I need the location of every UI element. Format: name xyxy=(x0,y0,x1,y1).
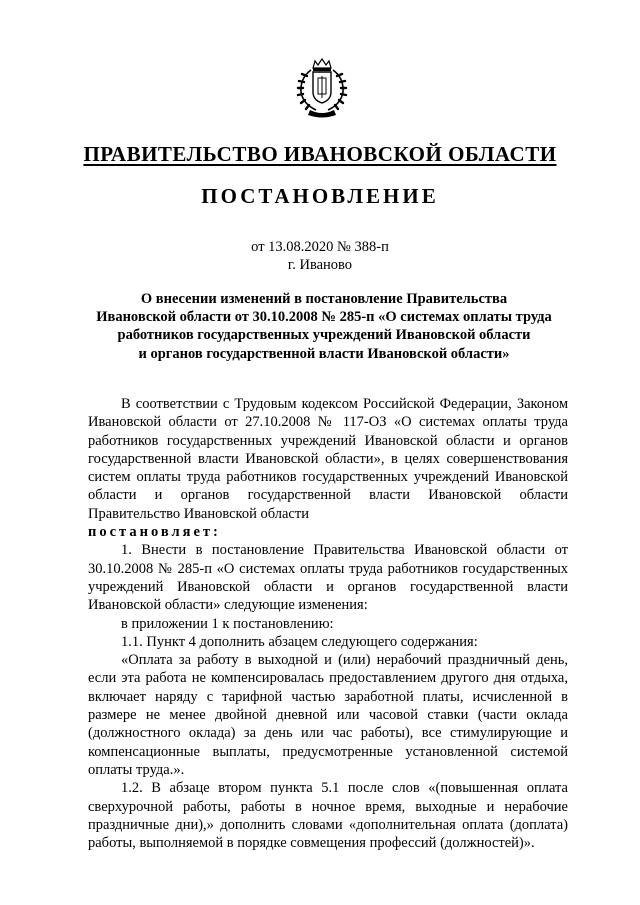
document-type: ПОСТАНОВЛЕНИЕ xyxy=(201,184,439,208)
paragraph-1-2: 1.2. В абзаце втором пункта 5.1 после слов «(повышенная оплата сверхурочной работы, работы в ночное время, выходные и нерабочие праздничные дни),» дополнить словами «дополнительная оплата (доплата) работы, выполняемой в порядке совмещения профессий (должностей)». xyxy=(88,780,568,852)
paragraph-1: 1. Внести в постановление Правительства Ивановской области от 30.10.2008 № 285-п «О системах оплаты труда работников государственных учреждений Ивановской области и органов государственной власти Ивановской области» следующие изменения: xyxy=(88,542,568,614)
document-city: г. Иваново xyxy=(287,257,353,273)
resolve-text: постановляет: xyxy=(88,524,221,541)
government-title: ПРАВИТЕЛЬСТВО ИВАНОВСКОЙ ОБЛАСТИ xyxy=(83,142,557,166)
subject-line: работников государственных учреждений Ивановской области xyxy=(117,327,531,344)
document-date-number: от 13.08.2020 № 388-п xyxy=(251,239,389,255)
subject-line: Ивановской области от 30.10.2008 № 285-п «О системах оплаты труда xyxy=(96,309,552,326)
paragraph-1-1: 1.1. Пункт 4 дополнить абзацем следующего содержания: xyxy=(121,633,478,650)
coat-of-arms-icon xyxy=(294,58,350,120)
subject-line: О внесении изменений в постановление Правительства xyxy=(140,291,508,307)
document-subject xyxy=(80,290,568,363)
appendix-paragraph: в приложении 1 к постановлению: xyxy=(121,615,334,632)
preamble-paragraph: В соответствии с Трудовым кодексом Российской Федерации, Законом Ивановской области от 27.10.2008 № 117-ОЗ «О системах оплаты труда работников государственных учреждений Ивановской области и органов государственной власти Ивановской области», в целях совершенствования систем оплаты труда работников государственных учреждений Ивановской области и органов государственной власти Ивановской области Правительство Ивановской области xyxy=(88,396,568,522)
subject-line: и органов государственной власти Ивановской области» xyxy=(138,345,510,362)
document-body xyxy=(88,395,568,852)
quoted-paragraph: «Оплата за работу в выходной и (или) нерабочий праздничный день, если эта работа не компенсировалась предоставлением другого дня отдыха, включает наряду с тарифной частью заработной платы, исчисленной в размере не менее двойной дневной или часовой ставки (части оклада (должностного оклада) за день или час работы), все стимулирующие и компенсационные выплаты, предусмотренные установленной системой оплаты труда.». xyxy=(88,652,568,778)
resolve-word xyxy=(88,523,568,541)
